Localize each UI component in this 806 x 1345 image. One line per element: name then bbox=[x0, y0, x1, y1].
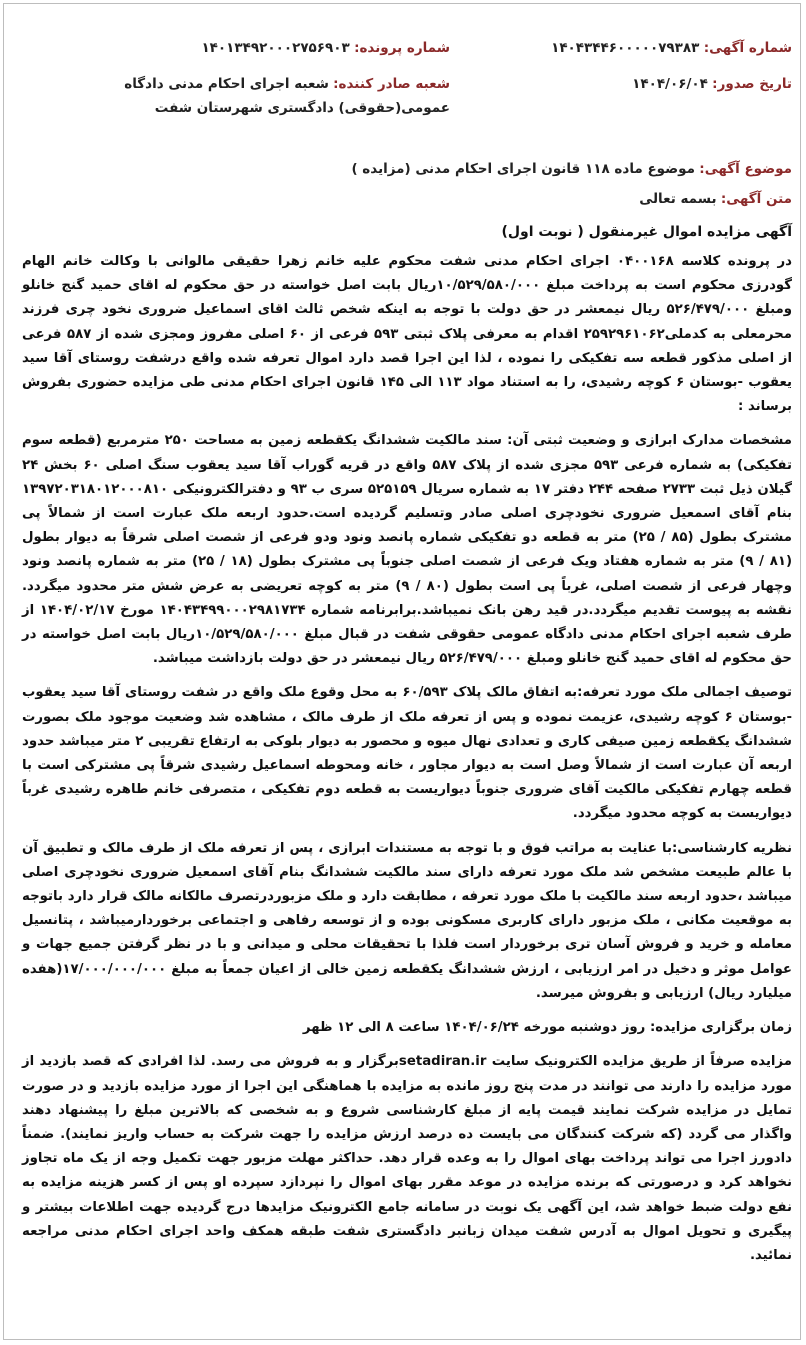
subject-label: موضوع آگهی: bbox=[699, 161, 792, 177]
paragraph-auction-time: زمان برگزاری مزایده: روز دوشنبه مورخه ۱۴۰۴/۰۶/۲۴ ساعت ۸ الی ۱۲ ظهر bbox=[302, 1020, 792, 1036]
issue-date bbox=[632, 72, 792, 96]
text-label: متن آگهی: bbox=[720, 191, 792, 207]
issuer-value: شعبه اجرای احکام مدنی دادگاه عمومی(حقوقی) دادگستری شهرستان شفت bbox=[124, 76, 450, 116]
notice-subject bbox=[22, 154, 792, 184]
notice-number bbox=[551, 36, 792, 60]
paragraph-case: در پرونده کلاسه ۰۴۰۰۱۶۸ اجرای احکام مدنی شفت محکوم علیه خانم زهرا حقیقی مالوانی با وکالت خانم الهام گودرزی محکوم است به پرداخت مبلغ ۱۰/۵۲۹/۵۸۰/۰۰۰ریال بابت اصل خواسته در حق محکوم له اقای حمید گنج خانلو ومبلغ ۵۲۶/۴۷۹/۰۰۰ ریال نیمعشر در حق دولت با توجه به اینکه شخص ثالث اقای اسماعیل ضروری نخود چری فرزند محرمعلی به کدملی۲۵۹۲۹۶۱۰۶۲ اقدام به معرفی پلاک ثبتی ۵۹۳ فرعی از ۶۰ اصلی مفروز ومجزی شده از ۵۸۷ فرعی از اصلی مذکور قطعه سه تفکیکی را نموده ، لذا این اجرا قصد دارد اموال تعرفه شده واقع درشفت روستای آقا سید یعقوب -بوستان ۶ کوچه رشیدی، را به استناد مواد ۱۱۳ الی ۱۴۵ قانون اجرای احکام مدنی طی مزایده حضوری بفروش برساند : bbox=[22, 254, 793, 415]
case-number-label: شماره پرونده: bbox=[354, 40, 450, 56]
issuer-label: شعبه صادر کننده: bbox=[333, 76, 450, 92]
issue-date-label: تاریخ صدور: bbox=[712, 76, 792, 92]
issuer bbox=[32, 72, 450, 120]
case-number-value: ۱۴۰۱۳۴۹۲۰۰۰۲۷۵۶۹۰۳ bbox=[201, 40, 350, 56]
text-intro-value: بسمه تعالی bbox=[639, 191, 717, 207]
notice-meta bbox=[22, 154, 792, 214]
subject-value: موضوع ماده ۱۱۸ قانون اجرای احکام مدنی (مزایده ) bbox=[351, 161, 695, 177]
notice-frame bbox=[3, 3, 801, 1340]
auction-heading: آگهی مزایده اموال غیرمنقول ( نوبت اول) bbox=[501, 224, 792, 240]
issue-date-value: ۱۴۰۴/۰۶/۰۴ bbox=[632, 76, 708, 92]
notice-header bbox=[22, 30, 792, 140]
paragraph-expert-opinion: نظریه کارشناسی:با عنایت به مراتب فوق و با توجه به مستندات ابرازی ، پس از تعرفه ملک از طرف مالک و تطبیق آن با عالم طبیعت مشخص شد ملک مورد تعرفه دارای سند مالکیت ششدانگ بنام آقای اسمعیل ضروری نخودچری اصلی میباشد ،حدود اربعه سند مالکیت با ملک مورد تعرفه ، مطابقت دارد و ملک مزبوردرتصرف مالکانه مالک قرار دارد باتوجه به موقعیت مکانی ، ملک مزبور دارای کاربری مسکونی بوده و از توسعه رفاهی و اجتماعی برخوردارمیباشد ، پتانسیل معامله و خرید و فروش آسان تری برخوردار است فلذا با تحقیقات محلی و میدانی و با در نظر گرفتن جمیع جهات و عوامل موثر و دخیل در امر ارزیابی ، ارزش ششدانگ یکقطعه زمین خالی از اعیان جمعاً به مبلغ ۱۷/۰۰۰/۰۰۰/۰۰۰(هفده میلیارد ریال) ارزیابی و بفروش میرسد. bbox=[22, 840, 792, 1001]
notice-page bbox=[22, 30, 792, 1278]
case-number bbox=[201, 36, 450, 60]
notice-number-value: ۱۴۰۴۳۴۴۶۰۰۰۰۰۷۹۳۸۳ bbox=[551, 40, 700, 56]
paragraph-description: توصیف اجمالی ملک مورد تعرفه:به اتفاق مالک پلاک ۶۰/۵۹۳ به محل وقوع ملک واقع در شفت روستای آقا سید یعقوب -بوستان ۶ کوچه رشیدی، عزیمت نموده و پس از تعرفه ملک از طرف مالک ، مشاهده شد وضعیت موجود ملک بصورت ششدانگ یکقطعه زمین صیفی کاری و تعدادی نهال میوه و محصور به دیوار بلوکی به ارتفاع تقریبی ۲ متر میباشد حدود اربعه آن عبارت است از شمالاً وصل است به دیوار مجاور ، خانه ومحوطه اسماعیل رشیدی شرقاً پی مشترکی است با قطعه چهارم تفکیکی مالکیت آقای ضروری جنوباً دیواریست به قطعه دوم تفکیکی ، متصرفی خانم طاهره رشیدی غرباً دیواریست به کوچه محدود میگردد. bbox=[22, 685, 792, 822]
paragraph-documents: مشخصات مدارک ابرازی و وضعیت ثبتی آن: سند مالکیت ششدانگ یکقطعه زمین به مساحت ۲۵۰ مترمربع (قطعه سوم تفکیکی) به شماره فرعی ۵۹۳ مجزی شده از پلاک ۵۸۷ واقع در قریه گوراب آقا سید یعقوب سنگ اصلی ۶۰ بخش ۲۴ گیلان ذیل ثبت ۲۷۳۳ صفحه ۲۴۴ دفتر ۱۷ به شماره سریال ۵۲۵۱۵۹ سری ب ۹۳ و دفترالکترونیکی ۱۳۹۷۲۰۳۱۸۰۱۲۰۰۰۸۱۰ بنام آقای اسمعیل ضروری نخودچری اصلی صادر وتسلیم گردیده است.حدود اربعه ملک عبارت است از شمالاً پی مشترک بطول (۸۵ / ۲۵) متر به قطعه دو تفکیکی شماره پانصد ونود ودو فرعی از شصت اصلی شرقاً به دیوار بطول (۸۱ / ۹) متر به شماره هفتاد ویک فرعی از شصت اصلی جنوباً پی مشترک بطول (۱۸ / ۲۵) متر به شماره پانصد ونود وچهار فرعی از شصت اصلی، غرباً پی است بطول (۸۰ / ۹) متر به کوچه تعریضی به عرض شش متر محدود میگردد. نقشه به پیوست تقدیم میگردد.در قید رهن بانک نمیباشد.برابرنامه شماره ۱۴۰۴۳۴۹۹۰۰۰۲۹۸۱۷۳۴ مورخ ۱۴۰۴/۰۲/۱۷ از طرف شعبه اجرای احکام مدنی دادگاه عمومی حقوقی شفت در قبال مبلغ ۱۰/۵۲۹/۵۸۰/۰۰۰ریال بابت اصل خواسته در حق محکوم له اقای حمید گنج خانلو ومبلغ ۵۲۶/۴۷۹/۰۰۰ ریال نیمعشر در حق دولت بازداشت میباشد. bbox=[22, 433, 793, 667]
paragraph-auction-terms: مزایده صرفاً از طریق مزایده الکترونیک سایت setadiran.irبرگزار و به فروش می رسد. لذا افرادی که قصد بازدید از مورد مزایده را دارند می توانند در مدت پنج روز مانده به مزایده با هماهنگی این اجرا از مورد مزایده بازدید و در صورت تمایل در مزایده شرکت نمایند قیمت پایه از مبلغ کارشناسی شروع و به شخصی که بالاترین مبلغ را پیشنهاد دهند واگذار می گردد (که شرکت کنندگان می بایست ده درصد ارزش مزایده را جهت شرکت به حساب واریز نمایند). ضمناً دادورز اجرا می تواند پرداخت بهای اموال را به وعده قرار دهد. حداکثر مهلت مزبور جهت تکمیل وجه از یک ماه تجاوز نخواهد کرد و درصورتی که برنده مزایده در موعد مقرر بهای اموال را نپردازد سپرده او پس از کسر هزینه مزایده به نفع دولت ضبط خواهد شد، این آگهی یک نوبت در سامانه جامع الکترونیک مزایدها درج گردیده جهت اطلاعات بیشتر و پیگیری و تحویل اموال به آدرس شفت میدان زبانبر دادگستری شفت طبقه همکف واحد اجرای احکام مدنی مراجعه نمائید. bbox=[22, 1054, 792, 1263]
notice-number-label: شماره آگهی: bbox=[703, 40, 792, 56]
notice-text-intro bbox=[22, 184, 792, 214]
